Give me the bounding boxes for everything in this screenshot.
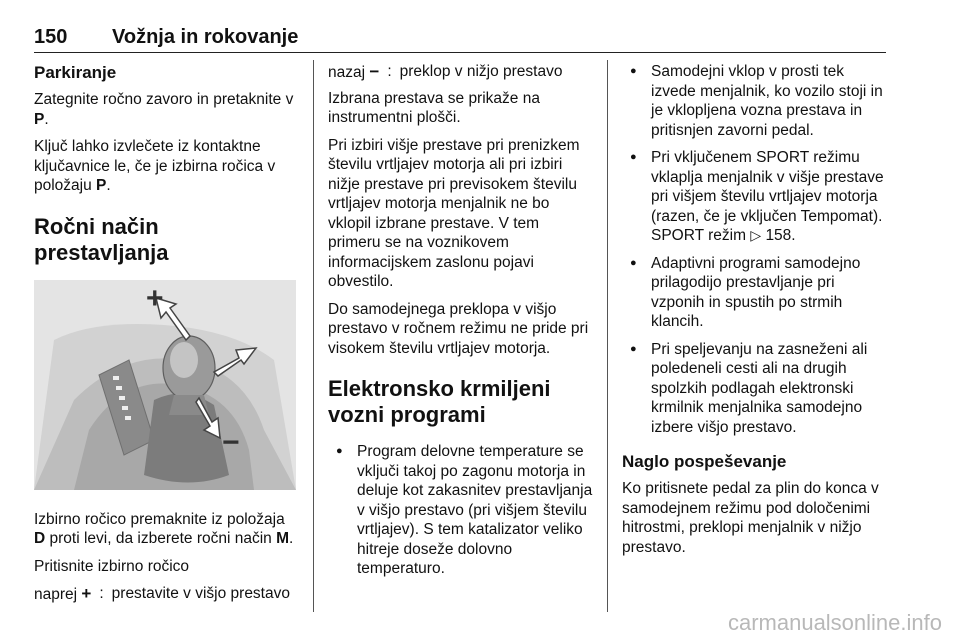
definition-back: nazaj − : preklop v nižjo prestavo [328, 62, 563, 81]
gear-lever-illustration [34, 280, 296, 490]
list-item: ● Pri speljevanju na zasneženi ali poledeneli cesti ali na drugih spolzkih podlagah elektronski krmilnik menjalnika samodejno izbere višjo prestavo. [622, 340, 888, 438]
paragraph-manual-2: Pritisnite izbirno ročico [34, 557, 190, 575]
minus-symbol: − [222, 425, 240, 459]
paragraph-gear-rpm: Pri izbiri višje prestave pri prenizkem številu vrtljajev motorja ali pri izbiri nižje prestave pri previsokem številu vrtljajev motorja menjalnik ne bo vklopil izbrane prestave. V tem primeru se na voznikovem informacijskem zaslonu pojavi obvestilo. [328, 136, 580, 290]
heading-electronic-programs: Elektronsko krmiljeni vozni programi [328, 376, 551, 427]
plus-icon: + [81, 584, 92, 603]
list-item: ● Program delovne temperature se vključi takoj po zagonu motorja in deluje kot zakasnitev prestavljanja v višjo prestavo (pri višjem številu vrtljajev). S tem katalizator veliko hitreje doseže dolovno temperaturo. [328, 442, 594, 579]
chapter-title: Vožnja in rokovanje [112, 26, 299, 48]
paragraph-kickdown: Ko pritisnete pedal za plin do konca v samodejnem režimu pod določenimi hitrostmi, preklopi menjalnik v nižjo prestavo. [622, 480, 879, 556]
heading-manual-mode: Ročni način prestavljanja [34, 213, 169, 265]
column-2 [328, 62, 594, 587]
definition-forward: naprej + : prestavite v višjo prestavo [34, 584, 290, 603]
column-1 [34, 62, 296, 611]
column-divider-2 [607, 60, 608, 612]
column-3 [622, 62, 888, 565]
minus-icon: − [369, 62, 380, 81]
list-item: ● Samodejni vklop v prosti tek izvede menjalnik, ko vozilo stoji in je vklopljena vozna prestava in pritisnjen zavorni pedal. [622, 62, 888, 140]
paragraph-parking-2: Ključ lahko izvlečete iz kontaktne ključavnice le, če je izbirna ročica v položaju P. [34, 138, 276, 194]
paragraph-parking-1: Zategnite ročno zavoro in pretaknite v P. [34, 91, 294, 128]
page-reference-icon: ▷ [750, 227, 762, 243]
plus-symbol: + [146, 281, 164, 315]
column-divider-1 [313, 60, 314, 612]
paragraph-gear-display: Izbrana prestava se prikaže na instrumentni plošči. [328, 89, 540, 126]
paragraph-no-upshift: Do samodejnega preklopa v višjo prestavo v ročnem režimu ne pride pri visokem številu vrtljajev motorja. [328, 300, 589, 357]
heading-parking: Parkiranje [34, 63, 117, 82]
list-item: ● Pri vključenem SPORT režimu vklaplja menjalnik v višje prestave pri višjem številu vrtljajev motorja (razen, če je vključen Tempomat). SPORT režim ▷ 158. [622, 148, 888, 246]
watermark: carmanualsonline.info [727, 610, 942, 635]
bullet-list-programs-cont [622, 62, 888, 437]
page-number: 150 [34, 26, 68, 48]
page-header [34, 26, 886, 53]
list-item: ● Adaptivni programi samodejno prilagodijo prestavljanje pri vzponih in spustih po strmih klancih. [622, 254, 888, 332]
heading-kickdown: Naglo pospeševanje [622, 452, 787, 471]
bullet-list-programs [328, 442, 594, 579]
paragraph-manual-1: Izbirno ročico premaknite iz položaja D proti levi, da izberete ročni način M. [34, 510, 294, 547]
